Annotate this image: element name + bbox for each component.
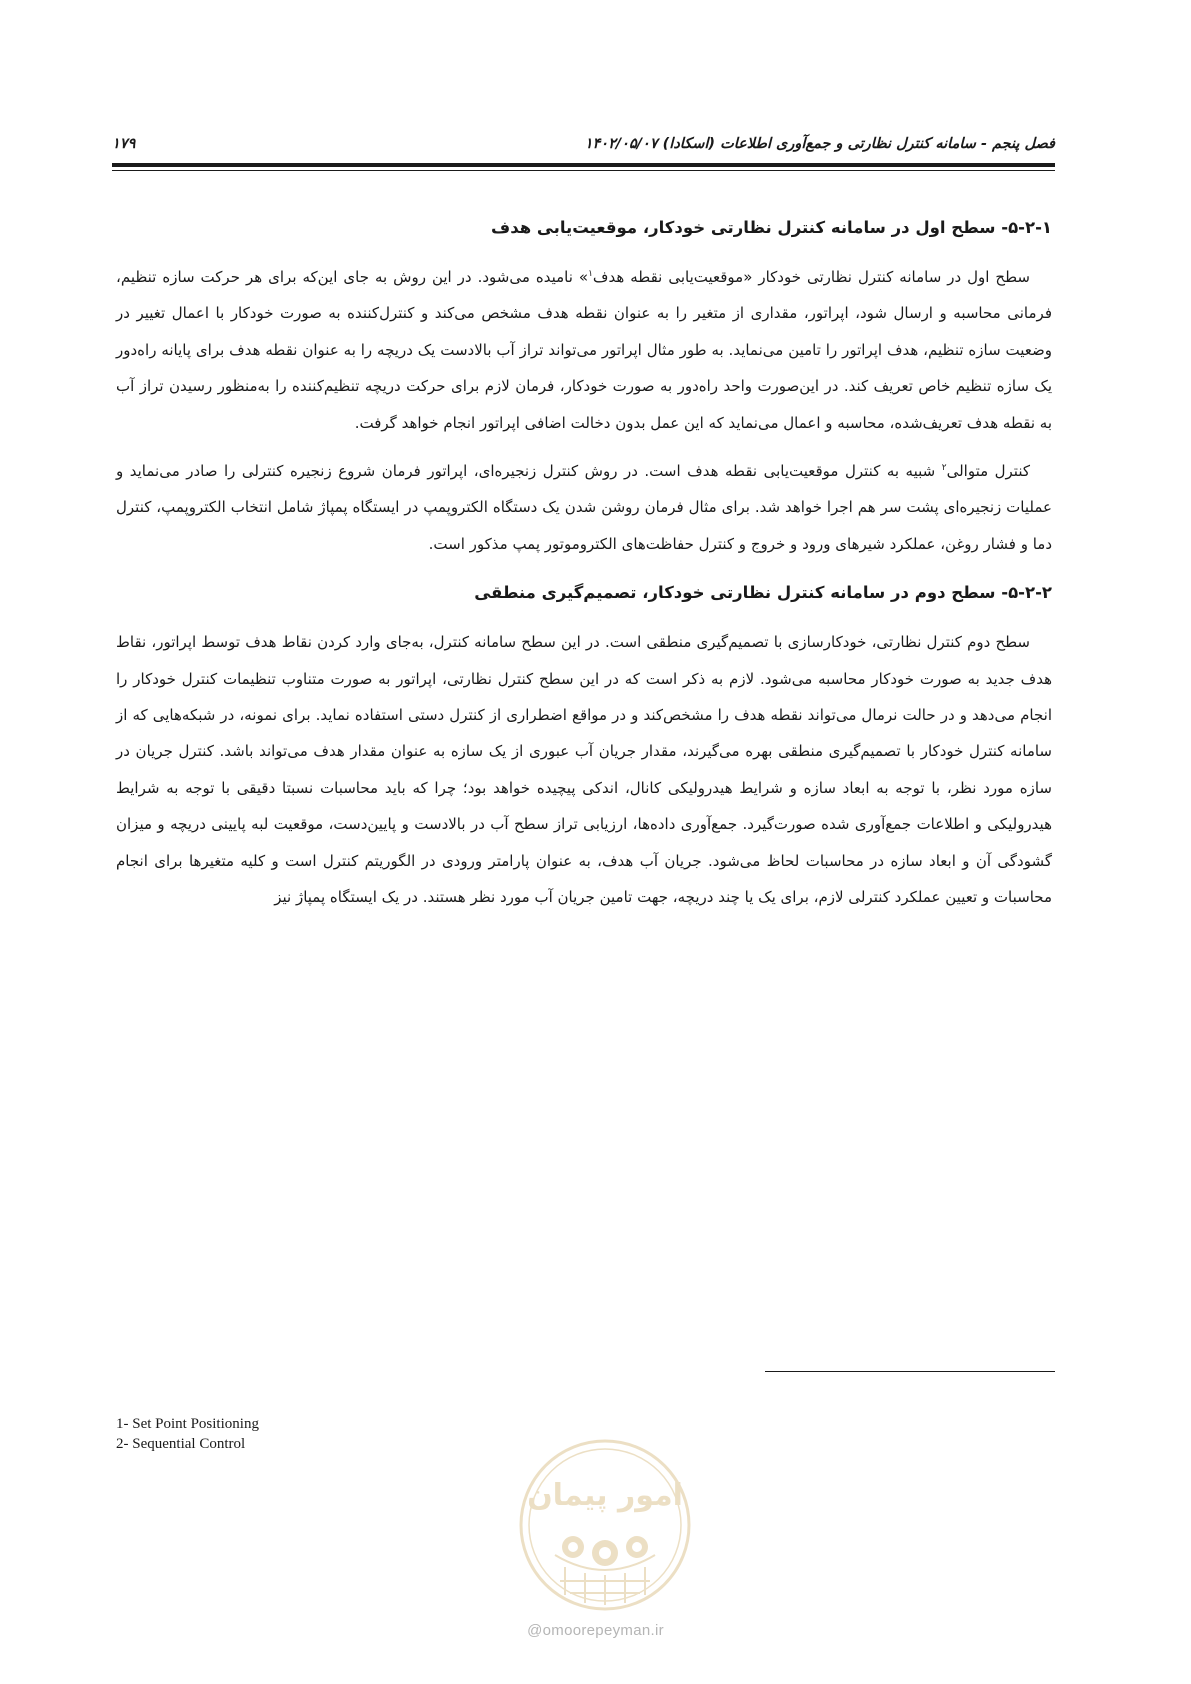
- running-header: [112, 132, 1055, 158]
- body-content: [116, 215, 1052, 916]
- watermark-text: امور پیمان: [527, 1478, 683, 1513]
- watermark-seal-icon: [515, 1435, 695, 1615]
- section-heading-2: ۵-۲-۲- سطح دوم در سامانه کنترل نظارتی خودکار، تصمیم‌گیری منطقی: [474, 583, 1052, 603]
- footnote-2: 2- Sequential Control: [116, 1436, 246, 1452]
- footnote-1: 1- Set Point Positioning: [116, 1416, 259, 1432]
- paragraph-2: کنترل متوالی$^۲$ شبیه به کنترل موقعیت‌یابی نقطه هدف است. در روش کنترل زنجیره‌ای، اپراتور فرمان شروع زنجیره کنترلی را صادر می‌نماید و عملیات زنجیره‌ای پشت سر هم اجرا خواهد شد. برای مثال فرمان روشن شدن یک دستگاه الکتروپمپ در ایستگاه پمپاژ شامل انتخاب الکتروپمپ، کنترل دما و فشار روغن، عملکرد شیرهای ورود و خروج و کنترل حفاظت‌های الکتروموتور پمپ مذکور است.: [116, 462, 1052, 553]
- footnote-ref-2[interactable]: ۲: [941, 463, 947, 474]
- footnotes: [116, 1414, 259, 1454]
- paragraph-1: سطح اول در سامانه کنترل نظارتی خودکار «موقعیت‌یابی نقطه هدف$^۱$» نامیده می‌شود. در این روش به جای این‌که برای هر حرکت سازه تنظیم، فرمانی محاسبه و ارسال شود، اپراتور، مقداری از متغیر را به عنوان نقطه هدف مشخص می‌کند و کنترل‌کننده به صورت خودکار با اعمال تغییر در وضعیت سازه تنظیم، هدف اپراتور را تامین می‌نماید. به طور مثال اپراتور می‌تواند تراز آب بالادست یک دریچه را به عنوان نقطه هدف برای پایانه راه‌دور یک سازه تنظیم خاص تعریف کند. در این‌صورت واحد راه‌دور به صورت خودکار، فرمان لازم برای حرکت دریچه تنظیم‌کننده را به‌منظور رسیدن تراز آب به نقطه هدف تعریف‌شده، محاسبه و اعمال می‌نماید که این عمل بدون دخالت اضافی اپراتور انجام خواهد گرفت.: [116, 268, 1052, 432]
- footnote-ref-1[interactable]: ۱: [588, 269, 593, 279]
- watermark-url: @omoorepeyman.ir: [527, 1622, 664, 1639]
- footnote-separator: [765, 1371, 1055, 1372]
- paragraph-3: سطح دوم کنترل نظارتی، خودکارسازی با تصمیم‌گیری منطقی است. در این سطح سامانه کنترل، به‌جای وارد کردن نقاط هدف توسط اپراتور، نقاط هدف جدید به صورت خودکار محاسبه می‌شود. لازم به ذکر است که در این سطح کنترل نظارتی، اپراتور به صورت متناوب تنظیمات کنترل خودکار را انجام می‌دهد و در حالت نرمال می‌تواند نقطه هدف را مشخص‌کند و در مواقع اضطراری از کنترل دستی استفاده نماید. برای نمونه، در شبکه‌هایی که از سامانه کنترل خودکار با تصمیم‌گیری منطقی بهره می‌گیرند، مقدار جریان آب عبوری از یک سازه به عنوان مقدار هدف می‌تواند باشد. کنترل جریان در سازه مورد نظر، با توجه به ابعاد سازه و شرایط هیدرولیکی کانال، اندکی پیچیده خواهد بود؛ چرا که باید محاسبات نسبتا دقیقی با توجه به شرایط هیدرولیکی و اطلاعات جمع‌آوری شده صورت‌گیرد. جمع‌آوری داده‌ها، ارزیابی تراز سطح آب در بالادست و پایین‌دست، موقعیت لبه پایینی دریچه و میزان گشودگی آن و ابعاد سازه در محاسبات لحاظ می‌شود. جریان آب هدف، به عنوان پارامتر ورودی در الگوریتم کنترل است و کلیه متغیرها برای انجام محاسبات و تعیین عملکرد کنترلی لازم، برای یک یا چند دریچه، جهت تامین جریان آب مورد نظر هستند. در یک ایستگاه پمپاژ نیز: [116, 633, 1052, 907]
- header-title: فصل پنجم - سامانه کنترل نظارتی و جمع‌آوری اطلاعات (اسکادا) ۱۴۰۲/۰۵/۰۷: [584, 136, 1055, 152]
- header-rule-thick: [112, 163, 1055, 167]
- section-heading-1: ۵-۲-۱- سطح اول در سامانه کنترل نظارتی خودکار، موقعیت‌یابی هدف: [491, 218, 1052, 237]
- page-number: ۱۷۹: [112, 136, 136, 152]
- header-rule-thin: [112, 170, 1055, 171]
